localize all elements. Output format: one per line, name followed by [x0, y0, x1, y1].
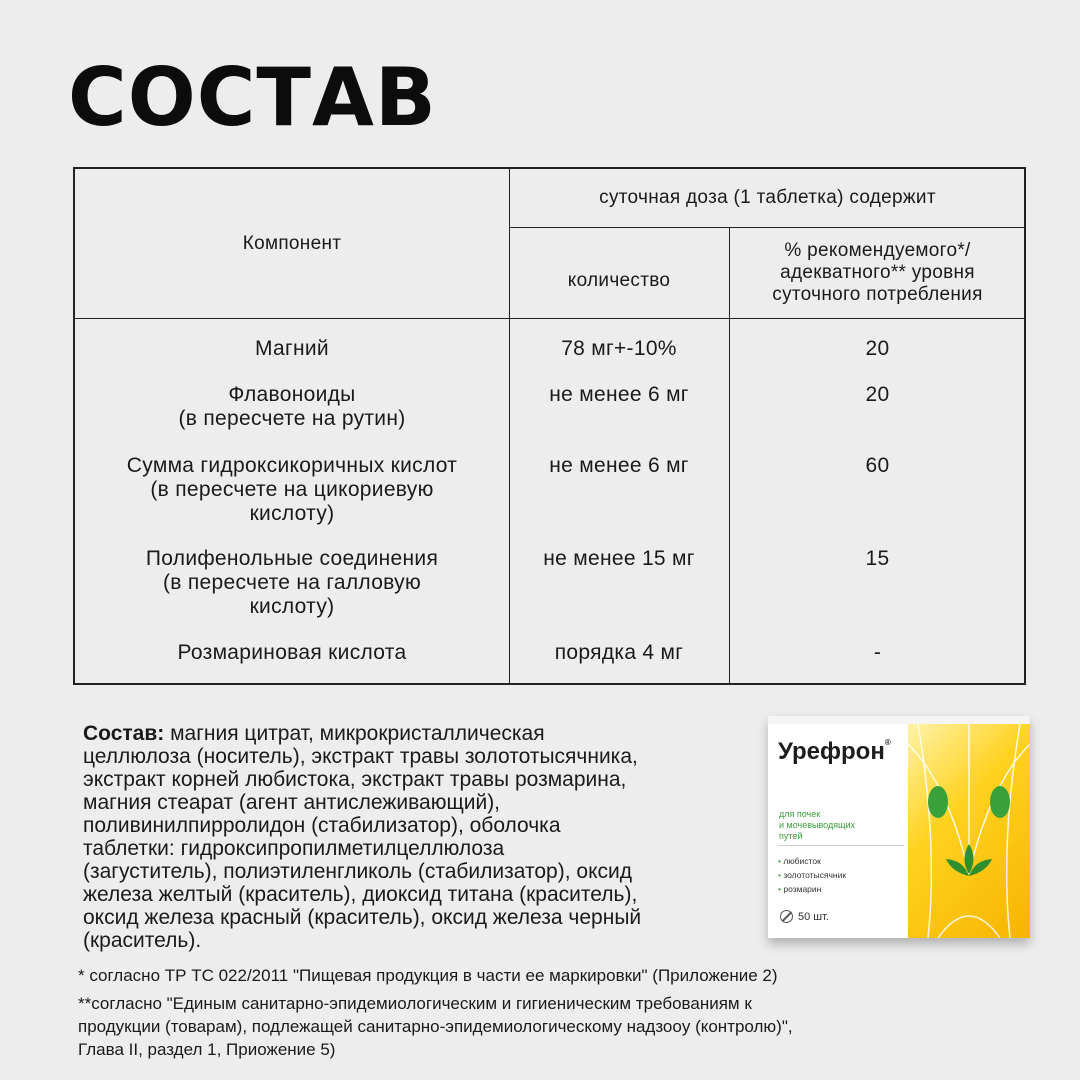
product-box-image: [768, 716, 1030, 938]
table-row-percent: -: [873, 641, 882, 664]
composition-label: Состав:: [83, 722, 165, 745]
table-row-component: Магний: [255, 337, 329, 360]
page-title: СОСТАВ: [68, 51, 437, 144]
table-row-percent: 20: [865, 383, 890, 406]
tablet-icon: [780, 910, 793, 923]
footnote-2: **согласно "Единым санитарно-эпидемиологическим и гигиеническим требованиям к продукции (товарам), подлежащей санитарно-эпидемиологическому надзоoу (контролю)", Глава II, раздел 1, Приожение 5): [78, 994, 793, 1059]
table-row-amount: не менее 15 мг: [543, 547, 695, 570]
table-divider: [509, 227, 1024, 228]
table-row-amount: не менее 6 мг: [549, 454, 689, 477]
table-row-component: Полифенольные соединения (в пересчете на галловую кислоту): [145, 547, 439, 618]
box-art: [908, 724, 1030, 938]
header-percent: % рекомендуемого*/ адекватного** уровня суточного потребления: [772, 240, 983, 305]
table-row-amount: порядка 4 мг: [554, 641, 684, 664]
table-row-percent: 60: [865, 454, 890, 477]
product-count: 50 шт.: [780, 910, 829, 923]
table-row-percent: 15: [865, 547, 890, 570]
header-component: Компонент: [242, 233, 342, 254]
table-row-amount: 78 мг+-10%: [561, 337, 677, 360]
product-herbs: • любисток • золототысячник • розмарин: [778, 854, 846, 896]
product-brand: Урефрон®: [778, 738, 891, 765]
leaf-icon: [946, 844, 992, 876]
table-row-percent: 20: [865, 337, 890, 360]
table-divider: [75, 318, 1024, 319]
footnotes: [78, 965, 1038, 1067]
product-subtitle: для почек и мочевыводящих путей: [779, 809, 856, 841]
footnote-1: * согласно ТР ТС 022/2011 "Пищевая продукция в части ее маркировки" (Приложение 2): [78, 966, 778, 985]
table-row-component: Сумма гидроксикоричных кислот (в пересчете на цикориевую кислоту): [126, 454, 458, 525]
composition-table: [73, 167, 1026, 685]
header-daily-dose: суточная доза (1 таблетка) содержит: [599, 187, 936, 208]
header-amount: количество: [567, 270, 671, 291]
table-row-component: Розмариновая кислота: [177, 641, 407, 664]
table-divider: [509, 169, 510, 683]
table-row-amount: не менее 6 мг: [549, 383, 689, 406]
table-row-component: Флавоноиды (в пересчете на рутин): [178, 383, 406, 430]
composition-text: Состав: магния цитрат, микрокристаллическая целлюлоза (носитель), экстракт травы золототысячника, экстракт корней любистока, экстракт травы розмарина, магния стеарат (агент антислеживающий), поливинилпирролидон (стабилизатор), оболочка таблетки: гидроксипропилметилцеллюлоза (загуститель), полиэтиленгликоль (стабилизатор), оксид железа желтый (краситель), диоксид титана (краситель), оксид железа красный (краситель), оксид железа черный (краситель).: [83, 722, 642, 952]
